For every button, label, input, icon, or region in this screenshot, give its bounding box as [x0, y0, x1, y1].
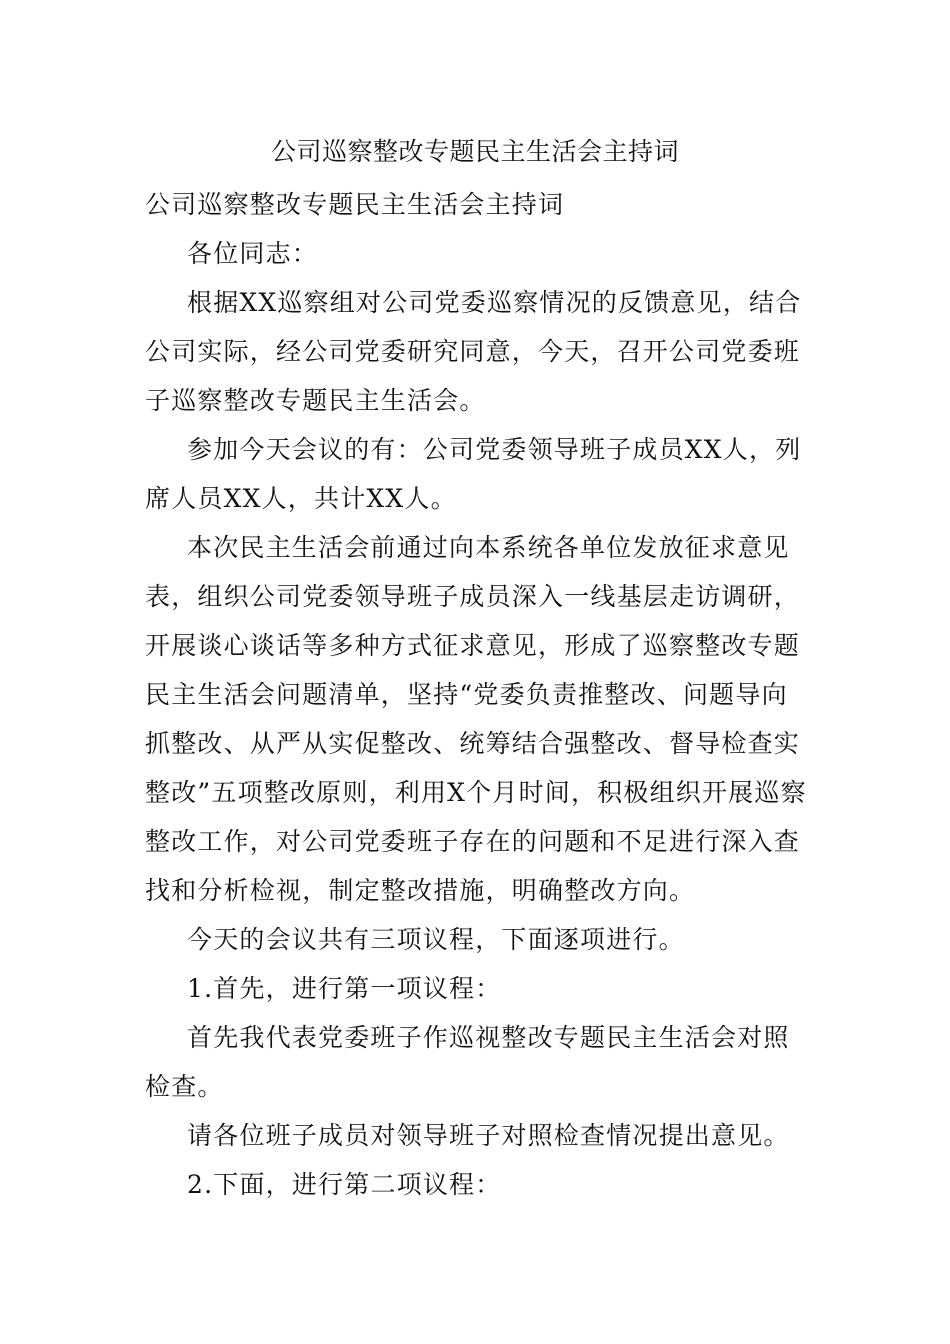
body-paragraph: 今天的会议共有三项议程，下面逐项进行。 [187, 925, 685, 954]
document-body [145, 180, 810, 1209]
agenda-item-heading: 2.下面，进行第二项议程： [187, 1170, 502, 1199]
salutation-paragraph: 各位同志： [187, 239, 319, 268]
body-paragraph: 根据XX巡察组对公司党委巡察情况的反馈意见，结合公司实际，经公司党委研究同意，今天，召开公司党委班子巡察整改专题民主生活会。 [145, 288, 802, 415]
body-paragraph: 请各位班子成员对领导班子对照检查情况提出意见。 [187, 1121, 790, 1150]
body-paragraph: 本次民主生活会前通过向本系统各单位发放征求意见表，组织公司党委领导班子成员深入一线基层走访调研，开展谈心谈话等多种方式征求意见，形成了巡察整改专题民主生活会问题清单，坚持“党委负责推整改、问题导向抓整改、从严从实促整改、统筹结合强整改、督导检查实整改”五项整改原则，利用X个月时间，积极组织开展巡察整改工作，对公司党委班子存在的问题和不足进行深入查找和分析检视，制定整改措施，明确整改方向。 [145, 533, 807, 905]
document-title: 公司巡察整改专题民主生活会主持词 [270, 137, 679, 166]
body-paragraph: 首先我代表党委班子作巡视整改专题民主生活会对照检查。 [145, 1023, 790, 1101]
subtitle-paragraph: 公司巡察整改专题民主生活会主持词 [145, 190, 565, 219]
agenda-item-heading: 1.首先，进行第一项议程： [187, 974, 502, 1003]
body-paragraph: 参加今天会议的有：公司党委领导班子成员XX人，列席人员XX人，共计XX人。 [145, 435, 802, 513]
